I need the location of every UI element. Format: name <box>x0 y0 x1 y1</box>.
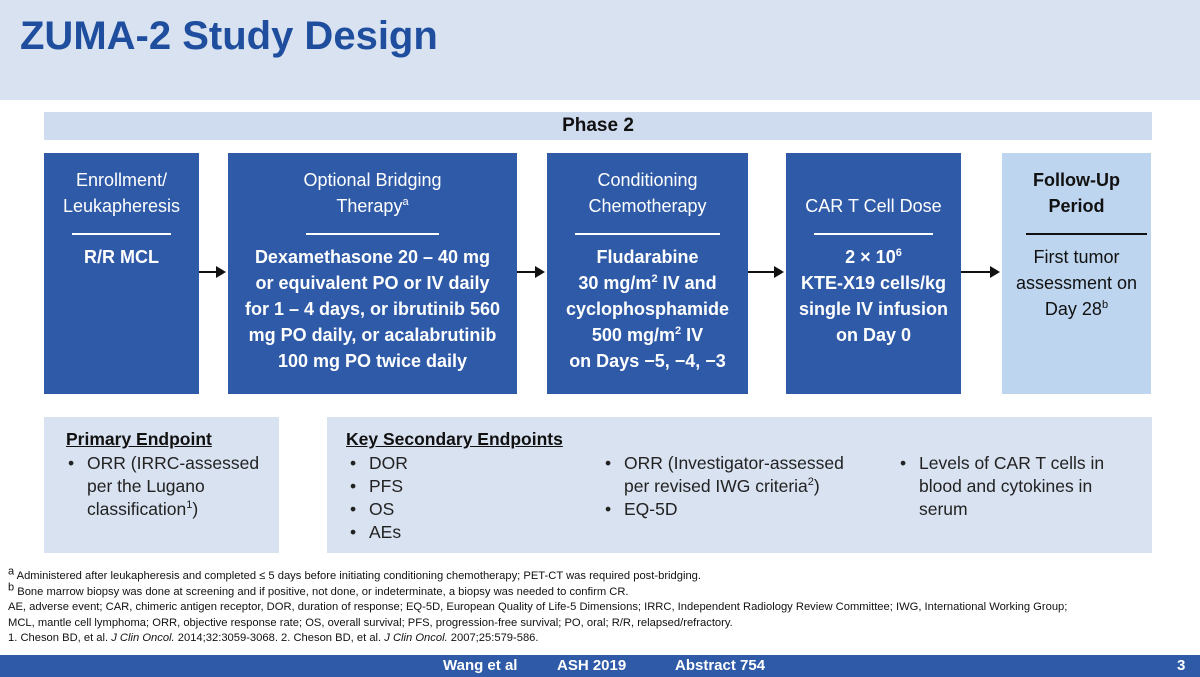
reference-mark: 2 <box>807 476 814 489</box>
step-conditioning-heading <box>547 167 748 219</box>
abbreviations: AE, adverse event; CAR, chimeric antigen receptor, DOR, duration of response; EQ-5D, European Quality of Life-5 Dimensions; IRRC, Independent Radiology Review Committee; IWG, International Working Group; <box>8 601 1068 613</box>
body-text: 500 mg/m <box>591 325 675 345</box>
body-line: assessment on <box>1015 273 1138 293</box>
step-enrollment-heading <box>44 167 199 219</box>
reference-text: 1. Cheson BD, et al. <box>8 632 112 644</box>
step-conditioning <box>547 153 748 394</box>
body-line: Fludarabine <box>596 247 699 267</box>
heading-line: CAR T Cell Dose <box>805 196 942 216</box>
body-line: Dexamethasone 20 – 40 mg <box>254 247 491 267</box>
footer-band <box>0 655 1200 677</box>
body-line: for 1 – 4 days, or ibrutinib 560 <box>244 299 501 319</box>
footnote-mark: a <box>8 565 15 578</box>
footer-author: Wang et al <box>443 657 518 674</box>
list-item <box>599 452 844 498</box>
footnote-mark: a <box>402 196 409 208</box>
heading-line: Optional Bridging <box>303 170 442 190</box>
step-bridging <box>228 153 517 394</box>
item-line: per the Lugano <box>87 476 205 496</box>
item-line: serum <box>919 499 968 519</box>
body-line: on Day 0 <box>835 325 912 345</box>
body-line: R/R MCL <box>84 247 159 267</box>
superscript: 6 <box>895 247 902 259</box>
body-line <box>790 244 957 270</box>
primary-endpoint-panel <box>44 417 279 553</box>
heading-line: Chemotherapy <box>588 196 707 216</box>
heading-line: Period <box>1048 196 1105 216</box>
step-car-t-dose <box>786 153 961 394</box>
heading-text: Therapy <box>336 196 403 216</box>
footnote-text: Bone marrow biopsy was done at screening and if positive, not done, or indeterminate, a biopsy was needed to confirm CR. <box>14 585 629 598</box>
arrow-right-icon <box>535 266 545 278</box>
footer-meeting: ASH 2019 <box>557 657 627 674</box>
list-item: • OS <box>344 498 408 521</box>
step-car-t-heading <box>786 193 961 219</box>
step-car-t-body <box>790 244 957 348</box>
secondary-endpoints-panel <box>327 417 1152 553</box>
phase-label: Phase 2 <box>44 112 1152 140</box>
list-item: • EQ-5D <box>599 498 844 521</box>
body-text: IV <box>681 325 704 345</box>
primary-endpoint-list <box>62 452 259 521</box>
list-item: • PFS <box>344 475 408 498</box>
body-line: on Days −5, −4, −3 <box>569 351 726 371</box>
body-line <box>551 270 744 296</box>
slide-title: ZUMA-2 Study Design <box>20 14 438 58</box>
footnote-mark: b <box>1101 299 1109 311</box>
step-follow-up-body <box>1006 244 1147 322</box>
secondary-col-1 <box>344 452 408 544</box>
body-line: mg PO daily, or acalabrutinib <box>248 325 497 345</box>
divider <box>1026 233 1147 235</box>
list-item: • AEs <box>344 521 408 544</box>
secondary-col-3 <box>894 452 1104 521</box>
journal-name: J Clin Oncol. <box>111 632 175 644</box>
superscript: 2 <box>651 273 658 285</box>
heading-line: Follow-Up <box>1033 170 1120 190</box>
body-line: First tumor <box>1033 247 1120 267</box>
secondary-endpoints-title: Key Secondary Endpoints <box>346 429 563 449</box>
superscript: 2 <box>674 325 682 337</box>
item-line <box>624 475 844 498</box>
item-text: classification <box>87 499 187 519</box>
step-enrollment-body <box>48 244 195 270</box>
divider <box>72 233 171 235</box>
divider <box>575 233 720 235</box>
reference-mark: 1 <box>186 499 193 512</box>
list-item <box>62 452 259 521</box>
item-line: • ORR (Investigator-assessed <box>624 453 844 473</box>
item-text: ) <box>813 476 820 496</box>
divider <box>814 233 933 235</box>
item-line <box>87 498 259 521</box>
body-line: single IV infusion <box>798 299 948 319</box>
arrow-shaft <box>961 271 993 273</box>
arrow-right-icon <box>216 266 226 278</box>
arrow-shaft <box>748 271 777 273</box>
heading-line: Enrollment/ <box>75 170 168 190</box>
step-enrollment <box>44 153 199 394</box>
journal-name: J Clin Oncol. <box>384 632 448 644</box>
footer-abstract: Abstract 754 <box>675 657 766 674</box>
body-line: 100 mg PO twice daily <box>277 351 468 371</box>
page-number: 3 <box>1177 657 1186 674</box>
list-item <box>894 452 1104 521</box>
step-follow-up <box>1002 153 1151 394</box>
secondary-col-2 <box>599 452 844 521</box>
footnote-b <box>8 580 1193 601</box>
body-text: 2 × 10 <box>845 247 896 267</box>
item-text: ) <box>192 499 199 519</box>
item-line: • Levels of CAR T cells in <box>919 453 1105 473</box>
heading-line <box>228 193 517 219</box>
footnotes <box>8 565 1193 647</box>
heading-line: Leukapheresis <box>62 196 181 216</box>
body-text: IV and <box>657 273 717 293</box>
footnote-text: Administered after leukapheresis and completed ≤ 5 days before initiating conditioning chemotherapy; PET-CT was required post-bridging. <box>14 570 702 582</box>
reference-text: 2007;25:579-586. <box>447 632 539 644</box>
body-line: or equivalent PO or IV daily <box>255 273 490 293</box>
reference-text: 2014;32:3059-3068. 2. Cheson BD, et al. <box>174 632 385 644</box>
footnote-mark: b <box>8 580 15 593</box>
item-line: • ORR (IRRC-assessed <box>87 453 260 473</box>
step-conditioning-body <box>551 244 744 374</box>
references <box>8 631 1193 647</box>
step-follow-up-heading <box>1002 167 1151 219</box>
divider <box>306 233 439 235</box>
step-bridging-heading <box>228 167 517 219</box>
body-text: 30 mg/m <box>578 273 652 293</box>
abbreviations: MCL, mantle cell lymphoma; ORR, objective response rate; OS, overall survival; PFS, progression-free survival; PO, oral; R/R, relapsed/refractory. <box>8 616 733 629</box>
arrow-right-icon <box>774 266 784 278</box>
body-line: KTE-X19 cells/kg <box>800 273 947 293</box>
heading-line: Conditioning <box>597 170 698 190</box>
footnote-a <box>8 565 1193 585</box>
item-text: per revised IWG criteria <box>624 476 808 496</box>
list-item: • DOR <box>344 452 408 475</box>
body-line <box>551 322 744 348</box>
body-line: cyclophosphamide <box>565 299 730 319</box>
arrow-right-icon <box>990 266 1000 278</box>
body-text: Day 28 <box>1044 299 1102 319</box>
item-line: blood and cytokines in <box>919 476 1093 496</box>
body-line <box>1006 296 1147 322</box>
primary-endpoint-title: Primary Endpoint <box>66 429 212 449</box>
step-bridging-body <box>232 244 513 374</box>
